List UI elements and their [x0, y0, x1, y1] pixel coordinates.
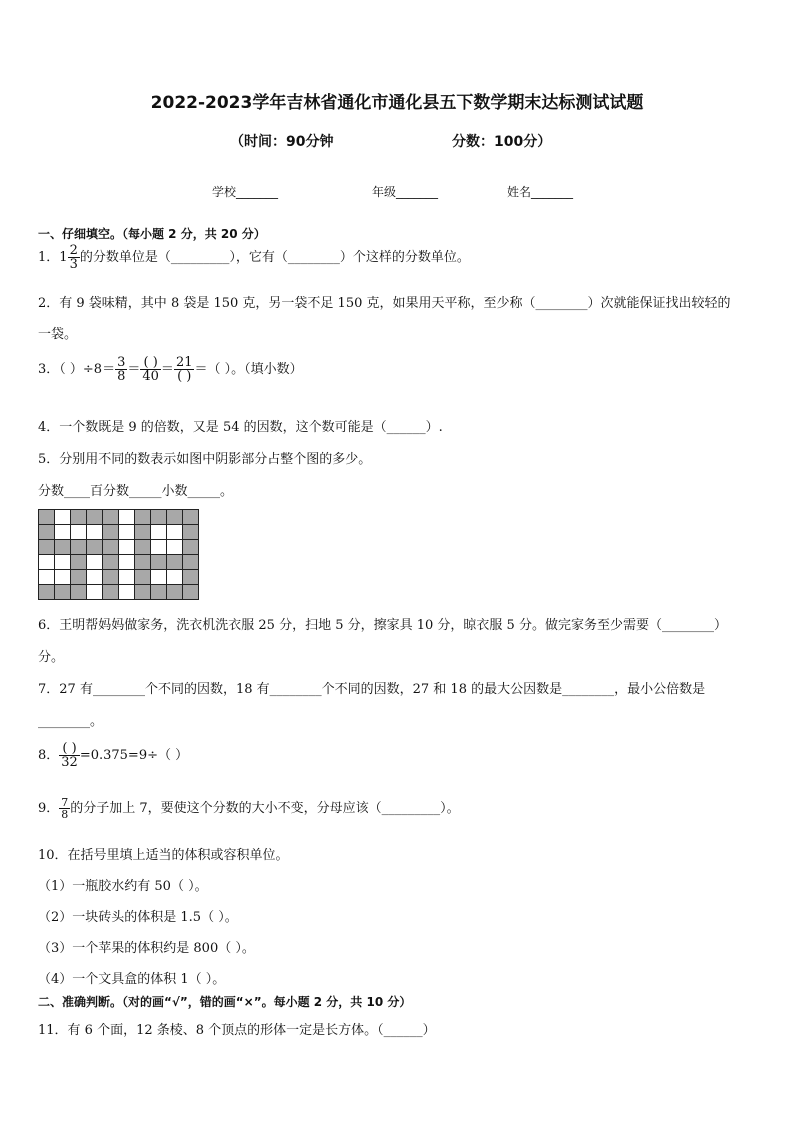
- q1-numerator: 2: [69, 243, 78, 258]
- grid-cell: [134, 509, 151, 525]
- q1-denominator: 3: [69, 257, 78, 272]
- q1-whole: 1: [59, 250, 68, 265]
- grid-cell: [166, 539, 183, 555]
- grid-cell: [70, 539, 87, 555]
- grid-cell: [182, 584, 199, 600]
- question-6-line-1: 6．王明帮妈妈做家务，洗衣机洗衣服 25 分，扫地 5 分，擦家具 10 分，晾衣服 5 分。做完家务至少需要（________）: [38, 618, 727, 633]
- grid-cell: [102, 554, 119, 570]
- section-1-heading: 一、仔细填空。（每小题 2 分，共 20 分）: [38, 227, 266, 241]
- question-4: 4．一个数既是 9 的倍数，又是 54 的因数，这个数可能是（______）.: [38, 420, 443, 435]
- question-10-2: （2）一块砖头的体积是 1.5（ ）。: [38, 910, 238, 925]
- grid-cell: [166, 509, 183, 525]
- q3-fraction-1: [115, 356, 127, 383]
- q3-f1-numerator: 3: [117, 355, 126, 370]
- grid-cell: [86, 539, 103, 555]
- grid-cell: [54, 569, 71, 585]
- question-10-1: （1）一瓶胶水约有 50（ ）。: [38, 879, 208, 894]
- grid-cell: [70, 569, 87, 585]
- grid-cell: [182, 554, 199, 570]
- grid-cell: [102, 569, 119, 585]
- grid-cell: [182, 569, 199, 585]
- grid-cell: [118, 539, 135, 555]
- grid-cell: [54, 554, 71, 570]
- q3-f2-numerator: ( ): [140, 356, 161, 370]
- question-8: [38, 742, 188, 769]
- grid-cell: [38, 524, 55, 540]
- grid-cell: [134, 524, 151, 540]
- grid-cell: [182, 509, 199, 525]
- grid-cell: [166, 524, 183, 540]
- q9-fraction: [59, 797, 70, 820]
- grid-cell: [102, 524, 119, 540]
- grid-cell: [38, 569, 55, 585]
- question-3: [38, 356, 303, 383]
- q3-f1-denominator: 8: [117, 369, 126, 384]
- q3-tail: ＝（ ）。（填小数）: [194, 362, 303, 377]
- q3-f3-numerator: 21: [175, 355, 193, 370]
- grid-cell: [86, 509, 103, 525]
- q8-numerator: ( ): [59, 742, 80, 756]
- grid-cell: [166, 554, 183, 570]
- grid-cell: [70, 584, 87, 600]
- q3-start: 3．（ ）÷8＝: [38, 362, 116, 377]
- question-10: 10．在括号里填上适当的体积或容积单位。: [38, 848, 289, 863]
- question-5: 5．分别用不同的数表示如图中阴影部分占整个图的多少。: [38, 452, 372, 467]
- grid-cell: [118, 569, 135, 585]
- grid-cell: [118, 584, 135, 600]
- question-2-line-1: 2．有 9 袋味精，其中 8 袋是 150 克，另一袋不足 150 克，如果用天平称，至少称（________）次就能保证找出较轻的: [38, 296, 731, 311]
- grid-cell: [182, 524, 199, 540]
- question-5-answers: 分数____百分数_____小数_____。: [38, 484, 234, 499]
- grid-cell: [150, 509, 167, 525]
- grid-cell: [134, 584, 151, 600]
- q3-f2-denominator: 40: [142, 369, 159, 384]
- q1-prefix: 1．: [38, 250, 60, 265]
- question-7-line-2: ________。: [38, 714, 104, 729]
- grid-cell: [86, 584, 103, 600]
- grid-cell: [102, 509, 119, 525]
- q9-tail: 的分子加上 7，要使这个分数的大小不变，分母应该（_________）。: [70, 801, 460, 816]
- question-6-line-2: 分。: [38, 650, 65, 665]
- q3-equals-1: ＝: [127, 362, 141, 377]
- q3-equals-2: ＝: [160, 362, 174, 377]
- grid-cell: [86, 524, 103, 540]
- grid-cell: [118, 524, 135, 540]
- grid-cell: [150, 569, 167, 585]
- question-10-4: （4）一个文具盒的体积 1（ ）。: [38, 972, 226, 987]
- question-10-3: （3）一个苹果的体积约是 800（ ）。: [38, 941, 255, 956]
- grid-cell: [150, 584, 167, 600]
- question-7-line-1: 7．27 有________个不同的因数，18 有________个不同的因数，27 和 18 的最大公因数是________，最小公倍数是: [38, 682, 706, 697]
- grid-cell: [54, 584, 71, 600]
- question-11: 11．有 6 个面，12 条棱、8 个顶点的形体一定是长方体。（______）: [38, 1023, 436, 1038]
- question-2-line-2: 一袋。: [38, 327, 78, 342]
- grid-cell: [182, 539, 199, 555]
- q8-tail: =0.375=9÷（ ）: [79, 748, 189, 763]
- question-9: [38, 797, 460, 820]
- grid-cell: [118, 554, 135, 570]
- q8-fraction: [59, 742, 80, 769]
- grid-cell: [118, 509, 135, 525]
- grid-cell: [86, 569, 103, 585]
- grid-cell: [166, 569, 183, 585]
- grid-cell: [134, 539, 151, 555]
- grid-cell: [54, 539, 71, 555]
- q3-fraction-2: [140, 356, 161, 383]
- grid-cell: [134, 569, 151, 585]
- grid-cell: [38, 554, 55, 570]
- time-label: （时间：90分钟: [230, 134, 334, 150]
- grid-cell: [102, 584, 119, 600]
- grid-cell: [38, 539, 55, 555]
- question-1: [38, 244, 470, 271]
- q3-f3-denominator: ( ): [177, 369, 192, 384]
- grid-cell: [150, 539, 167, 555]
- q3-fraction-3: [174, 356, 195, 383]
- grid-cell: [134, 554, 151, 570]
- grid-cell: [38, 509, 55, 525]
- grid-cell: [54, 524, 71, 540]
- q8-prefix: 8．: [38, 748, 60, 763]
- grid-cell: [150, 554, 167, 570]
- page-title: 2022-2023学年吉林省通化市通化县五下数学期末达标测试试题: [150, 93, 644, 113]
- grid-cell: [86, 554, 103, 570]
- grid-cell: [54, 509, 71, 525]
- section-2-heading: 二、准确判断。（对的画“√”，错的画“×”。每小题 2 分，共 10 分）: [38, 995, 412, 1009]
- grid-cell: [150, 524, 167, 540]
- name-field: 姓名_______: [507, 185, 574, 199]
- school-field: 学校_______: [212, 185, 279, 199]
- q9-denominator: 8: [61, 808, 69, 821]
- grid-cell: [70, 554, 87, 570]
- shaded-grid-figure: [38, 509, 198, 599]
- q1-fraction: [68, 244, 80, 271]
- grid-cell: [166, 584, 183, 600]
- grade-field: 年级_______: [372, 185, 439, 199]
- score-label: 分数：100分）: [452, 134, 552, 150]
- grid-cell: [102, 539, 119, 555]
- q9-prefix: 9．: [38, 801, 60, 816]
- grid-cell: [38, 584, 55, 600]
- q9-numerator: 7: [61, 796, 69, 809]
- grid-cell: [70, 509, 87, 525]
- grid-cell: [70, 524, 87, 540]
- q1-text: 的分数单位是（_________），它有（________）个这样的分数单位。: [79, 250, 470, 265]
- q8-denominator: 32: [61, 755, 78, 770]
